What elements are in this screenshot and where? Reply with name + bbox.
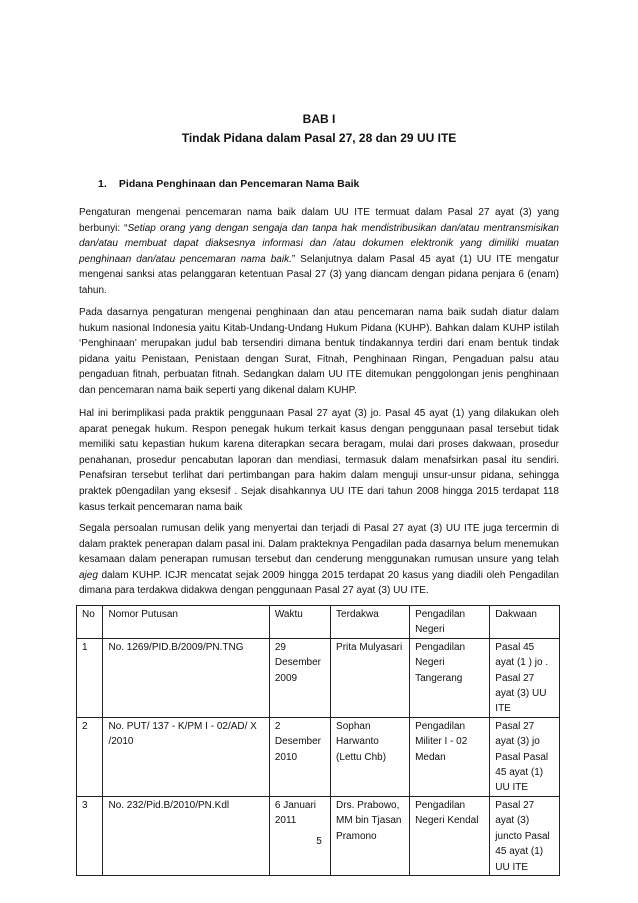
paragraph-3: Hal ini berimplikasi pada praktik penggunaan Pasal 27 ayat (3) jo. Pasal 45 ayat (1) yang dilakukan oleh aparat penegak hukum. Respon penegak hukum terkait kasus dengan penggunaan pasal tersebut tidak memiliki satu kepastian hukum karena diterapkan secara beragam, mulai dari proses dakwaan, prosedur penahanan, prosedur pencabutan laporan dan mendiasi, termasuk dalam menafsirkan pasal itu sendiri. Penafsiran tersebut terlihat dari pertimbangan para hakim dalam menguji unsur-unsur pidana, sehingga praktek p0engadilan yang eksesif . Sejak disahkannya UU ITE dari tahun 2008 hingga 2015 terdapat 118 kasus terkait pencemaran nama baik bbox=[79, 408, 559, 513]
section-title: Pidana Penghinaan dan Pencemaran Nama Baik bbox=[118, 178, 360, 190]
paragraph-4-intro: Segala persoalan rumusan delik yang menyertai dan terjadi di Pasal 27 ayat (3) UU ITE juga tercermin di dalam praktek penerapan dalam pasal ini. Dalam prakteknya Pengadilan pada dasarnya belum menemukan kesamaan dalam penerapan rumusan tersebut dan cenderung menggunakan rumusan unsure yang telah bbox=[79, 523, 559, 566]
cell-no: 2 bbox=[77, 717, 103, 796]
cell-dakwaan: Pasal 45 ayat (1 ) jo . Pasal 27 ayat (3) UU ITE bbox=[490, 638, 560, 717]
paragraph-4 bbox=[79, 521, 559, 599]
cell-waktu: 29 Desember 2009 bbox=[269, 638, 330, 717]
cell-nomor-putusan: No. PUT/ 137 - K/PM I - 02/AD/ X /2010 bbox=[103, 717, 269, 796]
header-no: No bbox=[77, 606, 103, 639]
chapter-heading: BAB I bbox=[302, 112, 336, 126]
cell-no: 1 bbox=[77, 638, 103, 717]
cell-terdakwa: Sophan Harwanto (Lettu Chb) bbox=[331, 717, 410, 796]
paragraph-1-intro: Pengaturan mengenai pencemaran nama baik dalam UU ITE termuat dalam Pasal 27 ayat (3) yang berbunyi: “ bbox=[79, 207, 559, 234]
paragraph-2: Pada dasarnya pengaturan mengenai penghinaan dan atau pencemaran nama baik sudah diatur dalam hukum nasional Indonesia yaitu Kitab-Undang-Undang Hukum Pidana (KUHP). Bahkan dalam KUHP istilah ‘Penghinaan’ merupakan judul bab tersendiri dimana bentuk tindakannya terdiri dari enam bentuk tindak pidana yaitu Penistaan, Penistaan dengan Surat, Fitnah, Penghinaan Ringan, Pengaduan palsu atau pengaduan fitnah, perbuatan fitnah. Sedangkan dalam UU ITE ditemukan penggolongan jenis penghinaan dan pencemaran nama baik seperti yang dikenal dalam KUHP. bbox=[79, 307, 559, 396]
cell-pengadilan: Pengadilan Militer I - 02 Medan bbox=[410, 717, 490, 796]
cell-nomor-putusan: No. 1269/PID.B/2009/PN.TNG bbox=[103, 638, 269, 717]
paragraph-1-quote: Setiap orang yang dengan sengaja dan tanpa hak mendistribusikan dan/atau mentransmisikan dan/atau membuat dapat diaksesnya informasi dan /atau dokumen elektronik yang dimiliki muatan penghinaan dan/atau pencemaran nama baik. bbox=[79, 222, 559, 265]
header-terdakwa: Terdakwa bbox=[331, 606, 410, 639]
cell-no: 3 bbox=[77, 796, 103, 875]
cell-terdakwa: Prita Mulyasari bbox=[331, 638, 410, 717]
table-row bbox=[77, 717, 560, 796]
cell-terdakwa: Drs. Prabowo, MM bin Tjasan Pramono bbox=[331, 796, 410, 875]
cell-waktu: 6 Januari 2011 bbox=[269, 796, 330, 875]
header-nomor-putusan: Nomor Putusan bbox=[103, 606, 269, 639]
cell-pengadilan: Pengadilan Negeri Kendal bbox=[410, 796, 490, 875]
page-number: 5 bbox=[316, 836, 322, 847]
paragraph-4-rest: dalam KUHP. ICJR mencatat sejak 2009 hingga 2015 terdapat 20 kasus yang diadili oleh Pengadilan dimana para terdakwa didakwa dengan penggunaan Pasal 27 ayat (3) UU ITE. bbox=[79, 569, 559, 597]
paragraph-1-rest: ” Selanjutnya dalam Pasal 45 ayat (1) UU ITE mengatur mengenai sanksi atas pelanggaran ketentuan Pasal 27 (3) yang diancam dengan pidana penjara 6 (enam) tahun. bbox=[79, 253, 560, 296]
cell-nomor-putusan: No. 232/Pid.B/2010/PN.Kdl bbox=[103, 796, 269, 875]
header-waktu: Waktu bbox=[269, 606, 330, 639]
section-heading bbox=[98, 178, 359, 190]
cell-dakwaan: Pasal 27 ayat (3) juncto Pasal 45 ayat (1) UU ITE bbox=[490, 796, 560, 875]
cell-dakwaan: Pasal 27 ayat (3) jo Pasal Pasal 45 ayat (1) UU ITE bbox=[490, 717, 560, 796]
header-pengadilan: Pengadilan Negeri bbox=[410, 606, 490, 639]
chapter-title: Tindak Pidana dalam Pasal 27, 28 dan 29 UU ITE bbox=[181, 131, 457, 145]
section-number: 1. bbox=[98, 178, 107, 190]
paragraph-4-emphasis: ajeg bbox=[79, 569, 98, 581]
cell-pengadilan: Pengadilan Negeri Tangerang bbox=[410, 638, 490, 717]
cell-waktu: 2 Desember 2010 bbox=[269, 717, 330, 796]
table-header-row bbox=[77, 606, 560, 639]
paragraph-1 bbox=[79, 205, 559, 299]
table-row bbox=[77, 638, 560, 717]
header-dakwaan: Dakwaan bbox=[490, 606, 560, 639]
